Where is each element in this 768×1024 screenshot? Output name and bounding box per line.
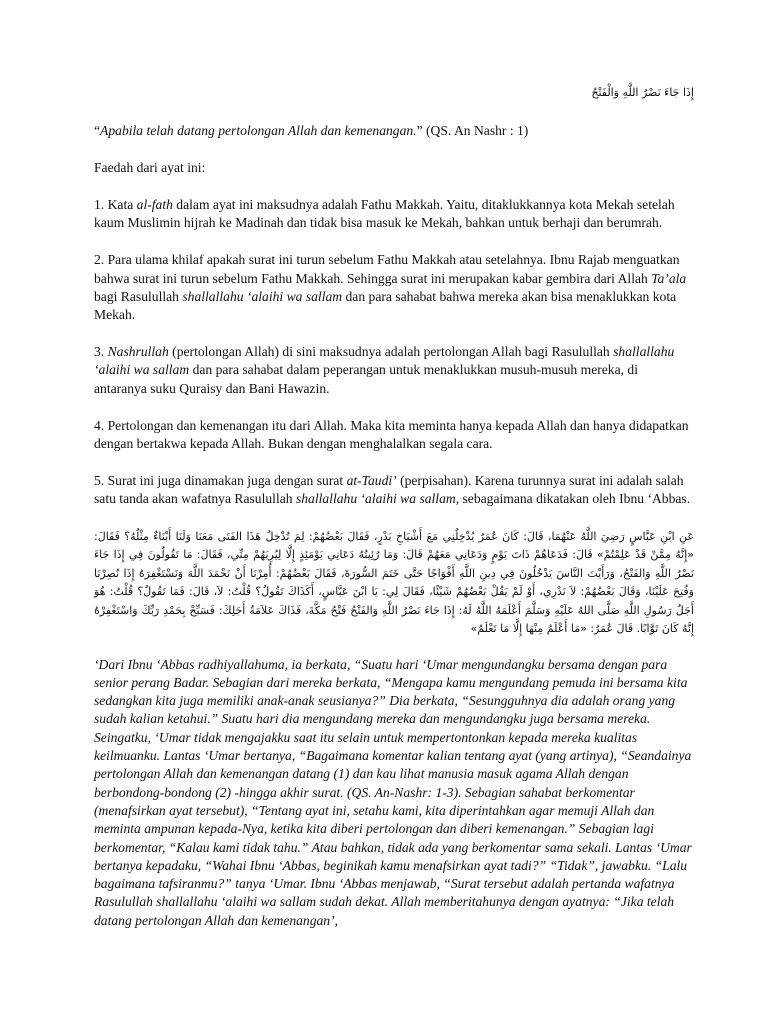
verse-reference: ” (QS. An Nashr : 1) — [416, 122, 529, 138]
document-page — [94, 84, 694, 930]
arabic-hadith: عَنِ ابْنِ عَبَّاسٍ رَضِيَ اللَّهُ عَنْهُمَا، قَالَ: كَانَ عُمَرُ يُدْخِلُنِي مَعَ أَشْيَاخِ بَدْرٍ، فَقَالَ بَعْضُهُمْ: لِمَ تُدْخِلُ هَذَا الفَتَى مَعَنَا وَلَنَا أَبْنَاءٌ مِثْلُهُ؟ فَقَالَ: «إِنَّهُ مِمَّنْ قَدْ عَلِمْتُمْ» قَالَ: فَدَعَاهُمْ ذَاتَ يَوْمٍ وَدَعَانِي مَعَهُمْ قَالَ: وَمَا رُئِيتُهُ دَعَانِي يَوْمَئِذٍ إِلَّا لِيُرِيَهُمْ مِنِّي، فَقَالَ: مَا تَقُولُونَ فِي إِذَا جَاءَ نَصْرُ اللَّهِ وَالفَتْحُ، وَرَأَيْتَ النَّاسَ يَدْخُلُونَ فِي دِينِ اللَّهِ أَفْوَاجًا حَتَّى خَتَمَ السُّورَةَ، فَقَالَ بَعْضُهُمْ: أُمِرْنَا أَنْ نَحْمَدَ اللَّهَ وَنَسْتَغْفِرَهُ إِذَا نُصِرْنَا وَفُتِحَ عَلَيْنَا، وَقَالَ بَعْضُهُمْ: لاَ نَدْرِي، أَوْ لَمْ يَقُلْ بَعْضُهُمْ شَيْئًا، فَقَالَ لِي: يَا ابْنَ عَبَّاسٍ، أَكَذَاكَ تَقُولُ؟ قُلْتُ: لاَ، قَالَ: فَمَا تَقُولُ؟ قُلْتُ: هُوَ أَجَلُ رَسُولِ اللَّهِ صَلَّى اللهُ عَلَيْهِ وَسَلَّمَ أَعْلَمَهُ اللَّهُ لَهُ: إِذَا جَاءَ نَصْرُ اللَّهِ وَالفَتْحُ فَتْحُ مَكَّةَ، فَذَاكَ عَلاَمَةُ أَجَلِكَ: فَسَبِّحْ بِحَمْدِ رَبِّكَ وَاسْتَغْفِرْهُ إِنَّهُ كَانَ تَوَّابًا. قَالَ عُمَرُ: «مَا أَعْلَمُ مِنْهَا إِلَّا مَا تَعْلَمُ» — [94, 529, 694, 636]
arabic-verse: إِذَا جَاءَ نَصْرُ اللَّهِ وَالْفَتْحُ — [591, 86, 694, 99]
verse-translation-text: Apabila telah datang pertolongan Allah dan kemenangan. — [100, 122, 417, 138]
verse-translation: “Apabila telah datang pertolongan Allah dan kemenangan.” (QS. An Nashr : 1) — [94, 122, 529, 138]
point-3: 3. Nashrullah (pertolongan Allah) di sini maksudnya adalah pertolongan Allah bagi Rasulullah shallallahu ‘alaihi wa sallam dan para sahabat dalam peperangan untuk menaklukkan musuh-musuh mereka, di antaranya suku Quraisy dan Bani Hawazin. — [94, 344, 675, 396]
intro-line: Faedah dari ayat ini: — [94, 159, 206, 175]
point-5: 5. Surat ini juga dinamakan juga dengan surat at-Taudi’ (perpisahan). Karena turunnya surat ini adalah salah satu tanda akan wafatnya Rasulullah shallallahu ‘alaihi wa sallam, sebagaimana dikatakan oleh Ibnu ‘Abbas. — [94, 473, 691, 507]
point-2: 2. Para ulama khilaf apakah surat ini turun sebelum Fathu Makkah atau setelahnya. Ibnu Rajab menguatkan bahwa surat ini turun sebelum Fathu Makkah. Sehingga surat ini merupakan kabar gembira dari Allah Ta’ala bagi Rasulullah shallallahu ‘alaihi wa sallam dan para sahabat bahwa mereka akan bisa menaklukkan kota Mekah. — [94, 252, 687, 322]
point-1: 1. Kata al-fath dalam ayat ini maksudnya adalah Fathu Makkah. Yaitu, ditaklukkannya kota Mekah setelah kaum Muslimin hijrah ke Madinah dan tidak bisa masuk ke Mekah, bahkan untuk berhaji dan berumrah. — [94, 196, 675, 231]
hadith-translation: ‘Dari Ibnu ‘Abbas radhiyallahuma, ia berkata, “Suatu hari ‘Umar mengundangku bersama dengan para senior perang Badar. Sebagian dari mereka berkata, “Mengapa kamu mengundang pemuda ini bersama kita sedangkan kita juga memiliki anak-anak seusianya?” Dia berkata, “Sesungguhnya dia adalah orang yang sudah kalian ketahui.” Suatu hari dia mengundang mereka dan mengundangku juga bersama mereka. Seingatku, ‘Umar tidak mengajakku saat itu selain untuk mempertontonkan kepada mereka kualitas keilmuanku. Lantas ‘Umar bertanya, “Bagaimana komentar kalian tentang ayat (yang artinya), “Seandainya pertolongan Allah dan kemenangan datang (1) dan kau lihat manusia masuk agama Allah dengan berbondong-bondong (2) -hingga akhir surat. (QS. An-Nashr: 1-3). Sebagian sahabat berkomentar (menafsirkan ayat tersebut), “Tentang ayat ini, setahu kami, kita diperintahkan agar memuji Allah dan meminta ampunan kepada-Nya, ketika kita diberi pertolongan dan diberi kemenangan.” Sebagian lagi berkomentar, “Kalau kami tidak tahu.” Atau bahkan, tidak ada yang berkomentar sama sekali. Lantas ‘Umar bertanya kepadaku, “Wahai Ibnu ‘Abbas, beginikah kamu menafsirkan ayat tadi?” “Tidak”, jawabku. “Lalu bagaimana tafsiranmu?” tanya ‘Umar. Ibnu ‘Abbas menjawab, “Surat tersebut adalah pertanda wafatnya Rasulullah shallallahu ‘alaihi wa sallam sudah dekat. Allah memberitahunya dengan ayatnya: “Jika telah datang pertolongan Allah dan kemenangan’, — [94, 656, 692, 928]
point-4: 4. Pertolongan dan kemenangan itu dari Allah. Maka kita meminta hanya kepada Allah dan hanya didapatkan dengan bertakwa kepada Allah. Bukan dengan menghalalkan segala cara. — [94, 417, 689, 451]
